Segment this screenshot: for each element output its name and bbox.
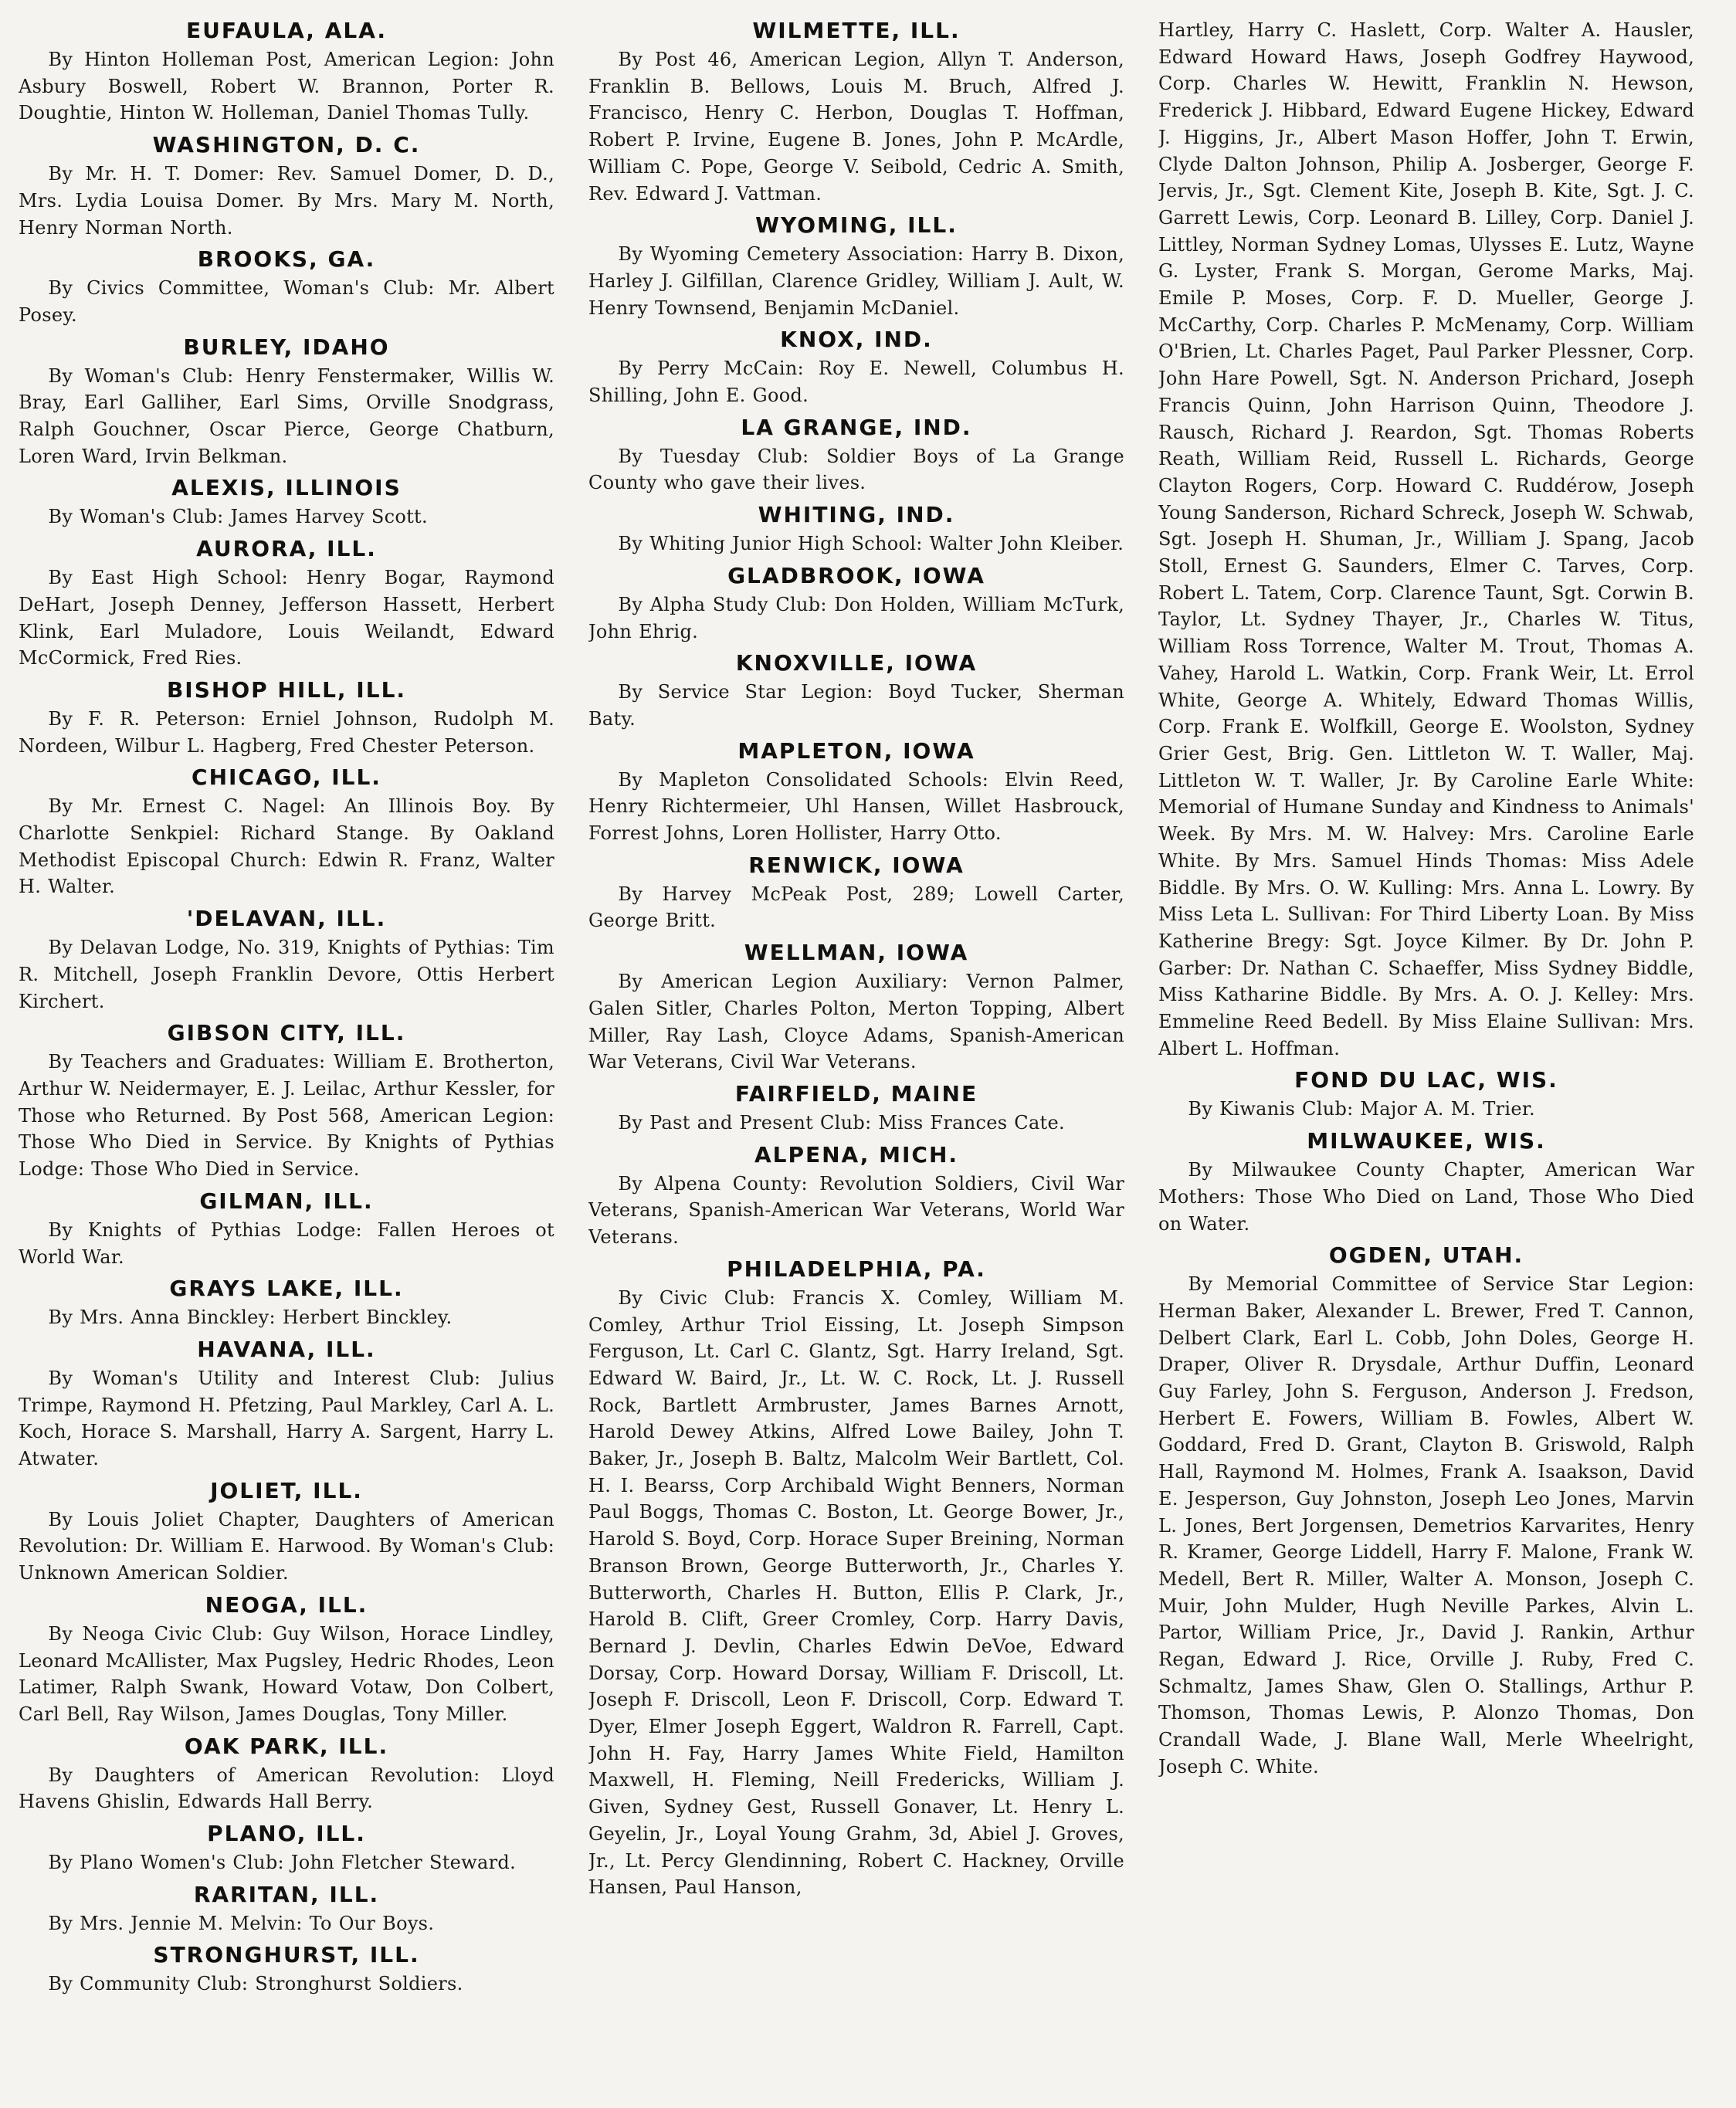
- place-heading: GIBSON CITY, ILL.: [167, 1020, 406, 1046]
- place-heading: GRAYS LAKE, ILL.: [169, 1276, 404, 1302]
- dedication-text: By Wyoming Cemetery Association: Harry B. Dixon, Harley J. Gilfillan, Clarence Gridley, William J. Ault, W. Henry Townsend, Benjamin McDaniel.: [588, 243, 1124, 319]
- dedication-text: By Woman's Club: James Harvey Scott.: [48, 506, 428, 528]
- place-heading: GLADBROOK, IOWA: [727, 562, 985, 588]
- place-heading: BURLEY, IDAHO: [183, 334, 390, 360]
- memorial-entry: [1158, 17, 1694, 1062]
- memorial-entry: [1158, 1242, 1694, 1780]
- place-heading: OGDEN, UTAH.: [1328, 1242, 1524, 1269]
- place-heading: GILMAN, ILL.: [199, 1188, 374, 1214]
- place-heading: ALEXIS, ILLINOIS: [171, 475, 402, 501]
- place-heading: CHICAGO, ILL.: [192, 764, 381, 791]
- memorial-entry: [588, 1256, 1124, 1901]
- dedication-text: By Teachers and Graduates: William E. Brotherton, Arthur W. Neidermayer, E. J. Leilac, Arthur Kessler, for Those who Returned. By Post 568, American Legion: Those Who Died in Service. By Knights of Pythias Lodge: Those Who Died in Service.: [19, 1051, 554, 1181]
- memorial-entry: [588, 649, 1124, 732]
- dedication-text: By Service Star Legion: Boyd Tucker, Sherman Baty.: [588, 681, 1124, 730]
- place-heading: PLANO, ILL.: [207, 1821, 366, 1847]
- memorial-entry: [19, 246, 554, 328]
- dedication-text: By Mr. Ernest C. Nagel: An Illinois Boy. By Charlotte Senkpiel: Richard Stange. By Oakland Methodist Episcopal Church: Edwin R. Franz, Walter H. Walter.: [19, 795, 554, 898]
- dedication-text: By Woman's Club: Henry Fenstermaker, Willis W. Bray, Earl Galliher, Earl Sims, Orville Snodgrass, Ralph Gouchner, Oscar Pierce, George Chatburn, Loren Ward, Irvin Belkman.: [19, 364, 554, 467]
- place-heading: BISHOP HILL, ILL.: [166, 676, 407, 703]
- memorial-entry: [19, 334, 554, 470]
- memorial-entry: [588, 212, 1124, 321]
- place-heading: AURORA, ILL.: [196, 536, 377, 562]
- dedication-text: By Knights of Pythias Lodge: Fallen Heroes ot World War.: [19, 1218, 554, 1268]
- memorial-entry: [19, 1820, 554, 1876]
- place-heading: WHITING, IND.: [758, 502, 955, 528]
- memorial-entry: [1158, 1127, 1694, 1237]
- memorial-entry: [19, 1591, 554, 1728]
- memorial-entry: [588, 939, 1124, 1076]
- place-heading: WASHINGTON, D. C.: [152, 132, 421, 158]
- dedication-text: By Kiwanis Club: Major A. M. Trier.: [1188, 1098, 1535, 1120]
- memorial-entry: [19, 474, 554, 530]
- memorial-entry: [588, 414, 1124, 496]
- place-heading: RENWICK, IOWA: [748, 852, 965, 878]
- place-heading: LA GRANGE, IND.: [741, 414, 972, 440]
- dedication-text: By Civics Committee, Woman's Club: Mr. Albert Posey.: [19, 277, 554, 326]
- memorial-entry: [588, 1080, 1124, 1137]
- dedication-text: By Perry McCain: Roy E. Newell, Columbus H. Shilling, John E. Good.: [588, 358, 1124, 407]
- dedication-text: By Harvey McPeak Post, 289; Lowell Carter, George Britt.: [588, 883, 1124, 932]
- dedication-text: By Community Club: Stronghurst Soldiers.: [48, 1973, 463, 1995]
- place-heading: KNOX, IND.: [780, 327, 933, 353]
- place-heading: STRONGHURST, ILL.: [153, 1942, 420, 1968]
- memorial-entry: [588, 562, 1124, 645]
- memorial-entry: [588, 852, 1124, 934]
- dedication-text: By Whiting Junior High School: Walter John Kleiber.: [618, 533, 1124, 555]
- memorial-entry: [19, 17, 554, 127]
- dedication-text: By Mapleton Consolidated Schools: Elvin Reed, Henry Richtermeier, Uhl Hansen, Willet Hasbrouck, Forrest Johns, Loren Hollister, Harry Otto.: [588, 768, 1124, 845]
- place-heading: 'DELAVAN, ILL.: [186, 906, 387, 932]
- dedication-text: By Delavan Lodge, No. 319, Knights of Pythias: Tim R. Mitchell, Joseph Franklin Devore, Ottis Herbert Kirchert.: [19, 937, 554, 1012]
- dedication-text: By East High School: Henry Bogar, Raymond DeHart, Joseph Denney, Jefferson Hassett, Herbert Klink, Earl Muladore, Louis Weilandt, Edward McCormick, Fred Ries.: [19, 567, 554, 669]
- dedication-text: By Tuesday Club: Soldier Boys of La Grange County who gave their lives.: [588, 445, 1124, 494]
- place-heading: FOND DU LAC, WIS.: [1294, 1067, 1558, 1093]
- dedication-text: By Past and Present Club: Miss Frances Cate.: [618, 1111, 1065, 1134]
- place-heading: HAVANA, ILL.: [197, 1336, 376, 1362]
- dedication-text: By Woman's Utility and Interest Club: Julius Trimpe, Raymond H. Pfetzing, Paul Markley, Carl A. L. Koch, Horace S. Marshall, Harry A. Sargent, Harry L. Atwater.: [19, 1367, 554, 1470]
- memorial-entry: [19, 1275, 554, 1331]
- place-heading: EUFAULA, ALA.: [185, 18, 388, 43]
- memorial-entry: [19, 1733, 554, 1815]
- dedication-text: By Mrs. Jennie M. Melvin: To Our Boys.: [48, 1912, 435, 1934]
- place-heading: RARITAN, ILL.: [193, 1881, 380, 1907]
- place-heading: FAIRFIELD, MAINE: [734, 1080, 978, 1107]
- place-heading: BROOKS, GA.: [197, 246, 376, 273]
- place-heading: ALPENA, MICH.: [754, 1141, 959, 1168]
- dedication-text: By F. R. Peterson: Erniel Johnson, Rudolph M. Nordeen, Wilbur L. Hagberg, Fred Chester Peterson.: [19, 707, 554, 757]
- column-1: [19, 17, 554, 2108]
- dedication-text: By Louis Joliet Chapter, Daughters of American Revolution: Dr. William E. Harwood. By Woman's Club: Unknown American Soldier.: [19, 1508, 554, 1584]
- dedication-text: By Memorial Committee of Service Star Legion: Herman Baker, Alexander L. Brewer, Fred T. Cannon, Delbert Clark, Earl L. Cobb, John Doles, George H. Draper, Oliver R. Drysdale, Arthur Duffin, Leonard Guy Farley, John S. Ferguson, Anderson J. Fredson, Herbert E. Fowers, William B. Fowles, Albert W. Goddard, Fred D. Grant, Clayton B. Griswold, Ralph Hall, Raymond M. Holmes, Frank A. Isaakson, David E. Jesperson, Guy Johnston, Joseph Leo Jones, Marvin L. Jones, Bert Jorgensen, Demetrios Karvarites, Henry R. Kramer, George Liddell, Harry F. Malone, Frank W. Medell, Bert R. Miller, Walter A. Monson, Joseph C. Muir, John Mulder, Hugh Neville Parkes, Alvin L. Partor, William Price, Jr., David J. Rankin, Arthur Regan, Edward J. Rice, Orville J. Ruby, Fred C. Schmaltz, James Shaw, Glen O. Stallings, Arthur P. Thomson, Thomas Lewis, P. Alonzo Thomas, Don Crandall Wade, J. Blane Wall, Merle Wheelright, Joseph C. White.: [1158, 1273, 1694, 1778]
- dedication-text: By Post 46, American Legion, Allyn T. Anderson, Franklin B. Bellows, Louis M. Bruch, Alfred J. Francisco, Henry C. Herbon, Douglas T. Hoffman, Robert P. Irvine, Eugene B. Jones, John P. McArdle, William C. Pope, George V. Seibold, Cedric A. Smith, Rev. Edward J. Vattman.: [588, 49, 1124, 205]
- place-heading: MAPLETON, IOWA: [737, 737, 975, 764]
- memorial-entry: [19, 1881, 554, 1937]
- dedication-text: By Mr. H. T. Domer: Rev. Samuel Domer, D. D., Mrs. Lydia Louisa Domer. By Mrs. Mary M. North, Henry Norman North.: [19, 163, 554, 239]
- memorial-entry: [588, 737, 1124, 847]
- memorial-entry: [19, 1941, 554, 1998]
- place-heading: WYOMING, ILL.: [755, 212, 958, 239]
- place-heading: MILWAUKEE, WIS.: [1307, 1128, 1546, 1154]
- memorial-entry: [19, 1019, 554, 1183]
- memorial-entry: [19, 1188, 554, 1270]
- memorial-entry: [19, 676, 554, 759]
- memorial-entry: [588, 17, 1124, 207]
- dedication-text: By American Legion Auxiliary: Vernon Palmer, Galen Sitler, Charles Polton, Merton Topping, Albert Miller, Ray Lash, Cloyce Adams, Spanish-American War Veterans, Civil War Veterans.: [588, 971, 1124, 1073]
- dedication-text: Hartley, Harry C. Haslett, Corp. Walter A. Hausler, Edward Howard Haws, Joseph Godfrey Haywood, Corp. Charles W. Hewitt, Franklin N. Hewson, Frederick J. Hibbard, Edward Eugene Hickey, Edward J. Higgins, Jr., Albert Mason Hoffer, John T. Erwin, Clyde Dalton Johnson, Philip A. Josberger, George F. Jervis, Jr., Sgt. Clement Kite, Joseph B. Kite, Sgt. J. C. Garrett Lewis, Corp. Leonard B. Lilley, Corp. Daniel J. Littley, Norman Sydney Lomas, Ulysses E. Lutz, Wayne G. Lyster, Frank S. Morgan, Gerome Marks, Maj. Emile P. Moses, Corp. F. D. Mueller, George J. McCarthy, Corp. Charles P. McMenamy, Corp. William O'Brien, Lt. Charles Paget, Paul Parker Plessner, Corp. John Hare Powell, Sgt. N. Anderson Prichard, Joseph Francis Quinn, John Harrison Quinn, Theodore J. Rausch, Richard J. Reardon, Sgt. Thomas Roberts Reath, William Reid, Russell L. Richards, George Clayton Rogers, Corp. Howard C. Ruddérow, Joseph Young Sanderson, Richard Schreck, Joseph W. Schwab, Sgt. Joseph H. Shuman, Jr., William J. Spang, Jacob Stoll, Ernest G. Saunders, Elmer C. Tarves, Corp. Robert L. Tatem, Corp. Clarence Taunt, Sgt. Corwin B. Taylor, Lt. Sydney Thayer, Jr., Charles W. Titus, William Ross Torrence, Walter M. Trout, Thomas A. Vahey, Harold L. Watkin, Corp. Frank Weir, Lt. Errol White, George A. Whitely, Edward Thomas Willis, Corp. Frank E. Wolfkill, George E. Woolston, Sydney Grier Gest, Brig. Gen. Littleton W. T. Waller, Maj. Littleton W. T. Waller, Jr. By Caroline Earle White: Memorial of Humane Sunday and Kindness to Animals' Week. By Mrs. M. W. Halvey: Mrs. Caroline Earle White. By Mrs. Samuel Hinds Thomas: Miss Adele Biddle. By Mrs. O. W. Kulling: Mrs. Anna L. Lowry. By Miss Leta L. Sullivan: For Third Liberty Loan. By Miss Katherine Bregy: Sgt. Joyce Kilmer. By Dr. John P. Garber: Dr. Nathan C. Schaeffer, Miss Sydney Biddle, Miss Katharine Biddle. By Mrs. A. O. J. Kelley: Mrs. Emmeline Reed Bedell. By Miss Elaine Sullivan: Mrs. Albert L. Hoffman.: [1158, 19, 1694, 1059]
- place-heading: NEOGA, ILL.: [205, 1591, 368, 1618]
- dedication-text: By Neoga Civic Club: Guy Wilson, Horace Lindley, Leonard McAllister, Max Pugsley, Hedric Rhodes, Leon Latimer, Ralph Swank, Howard Votaw, Don Colbert, Carl Bell, Ray Wilson, James Douglas, Tony Miller.: [19, 1622, 554, 1725]
- dedication-text: By Hinton Holleman Post, American Legion: John Asbury Boswell, Robert W. Brannon, Porter R. Doughtie, Hinton W. Holleman, Daniel Thomas Tully.: [19, 49, 554, 124]
- memorial-entry: [19, 1477, 554, 1587]
- column-2: [588, 17, 1124, 2108]
- place-heading: WELLMAN, IOWA: [744, 940, 969, 966]
- memorial-entry: [19, 131, 554, 241]
- column-3: [1158, 17, 1694, 2108]
- place-heading: KNOXVILLE, IOWA: [735, 650, 978, 676]
- place-heading: WILMETTE, ILL.: [752, 18, 961, 43]
- dedication-text: By Alpena County: Revolution Soldiers, Civil War Veterans, Spanish-American War Veterans, World War Veterans.: [588, 1172, 1124, 1249]
- dedication-text: By Alpha Study Club: Don Holden, William McTurk, John Ehrig.: [588, 593, 1124, 642]
- dedication-text: By Plano Women's Club: John Fletcher Steward.: [48, 1852, 517, 1874]
- memorial-entry: [19, 1336, 554, 1473]
- place-heading: OAK PARK, ILL.: [184, 1733, 389, 1759]
- dedication-text: By Mrs. Anna Binckley: Herbert Binckley.: [48, 1306, 453, 1329]
- memorial-entry: [19, 764, 554, 900]
- memorial-entry: [588, 1141, 1124, 1251]
- memorial-entry: [19, 535, 554, 672]
- dedication-text: By Milwaukee County Chapter, American War Mothers: Those Who Died on Land, Those Who Died on Water.: [1158, 1159, 1694, 1235]
- memorial-entry: [588, 501, 1124, 558]
- memorial-entry: [1158, 1066, 1694, 1123]
- dedication-text: By Civic Club: Francis X. Comley, William M. Comley, Arthur Triol Eissing, Lt. Joseph Simpson Ferguson, Lt. Carl C. Glantz, Sgt. Harry Ireland, Sgt. Edward W. Baird, Jr., Lt. W. C. Rock, Lt. J. Russell Rock, Bartlett Armbruster, James Barnes Arnott, Harold Dewey Atkins, Alfred Lowe Bailey, John T. Baker, Jr., Joseph B. Baltz, Malcolm Weir Bartlett, Col. H. I. Bearss, Corp Archibald Wight Benners, Norman Paul Boggs, Thomas C. Boston, Lt. George Bower, Jr., Harold S. Boyd, Corp. Horace Super Breining, Norman Branson Brown, George Butterworth, Jr., Charles Y. Butterworth, Charles H. Button, Ellis P. Clark, Jr., Harold B. Clift, Greer Cromley, Corp. Harry Davis, Bernard J. Devlin, Charles Edwin DeVoe, Edward Dorsay, Corp. Howard Dorsay, William F. Driscoll, Lt. Joseph F. Driscoll, Leon F. Driscoll, Corp. Edward T. Dyer, Elmer Joseph Eggert, Waldron R. Farrell, Capt. John H. Fay, Harry James White Field, Hamilton Maxwell, H. Fleming, Neill Fredericks, William J. Given, Sydney Gest, Russell Gonaver, Lt. Henry L. Geyelin, Jr., Loyal Young Grahm, 3d, Abiel J. Groves, Jr., Lt. Percy Glendinning, Robert C. Hackney, Orville Hansen, Paul Hanson,: [588, 1286, 1124, 1899]
- place-heading: JOLIET, ILL.: [210, 1477, 363, 1503]
- place-heading: PHILADELPHIA, PA.: [727, 1256, 986, 1282]
- dedication-text: By Daughters of American Revolution: Lloyd Havens Ghislin, Edwards Hall Berry.: [19, 1764, 554, 1813]
- memorial-entry: [588, 326, 1124, 408]
- memorial-entry: [19, 905, 554, 1015]
